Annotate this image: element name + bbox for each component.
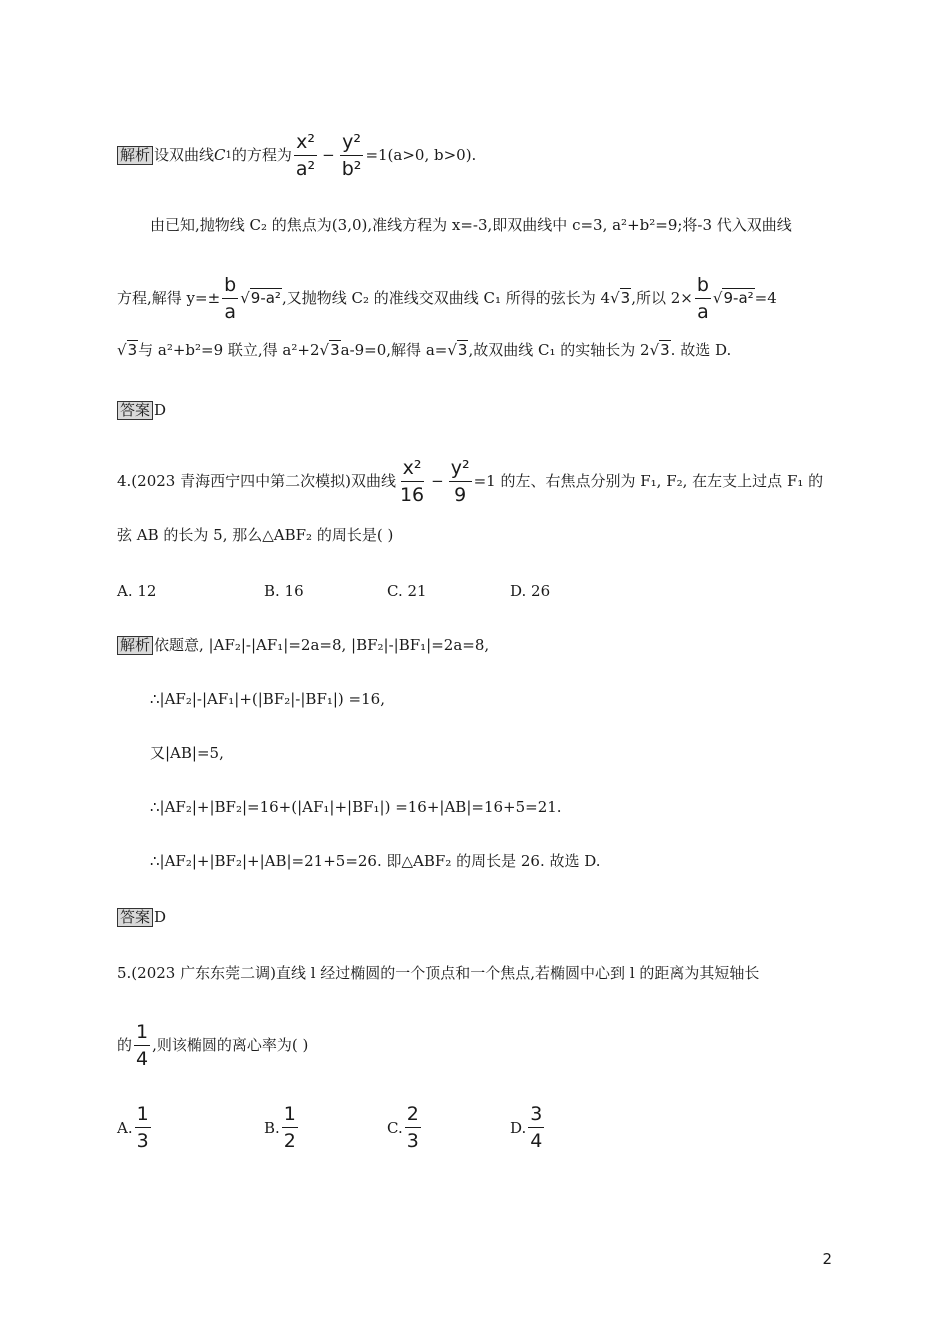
sqrt-3: √3 [447, 341, 468, 359]
question-5-line-2: 的 $\frac{1}{4}$ ,则该椭圆的离心率为( ) [117, 1021, 309, 1070]
q5-option-d: D. $\frac{3}{4}$ [510, 1103, 543, 1152]
q5-option-a: A. $\frac{1}{3}$ [117, 1103, 149, 1152]
q5-option-b: B. $\frac{1}{2}$ [264, 1103, 296, 1152]
analysis-tag: 解析 [117, 636, 153, 655]
analysis-tag: 解析 [117, 146, 153, 165]
analysis-line-3: 方程,解得 y=± $\frac{b}{a}$ √9-a² ,又抛物线 C₂ 的准线交双曲线 C₁ 所得的弦长为 4 √3 ,所以 2× $\frac{b}{a}$ √9-a² =4 [117, 274, 777, 323]
sqrt-9-a2: √9-a² [240, 289, 281, 308]
answer-tag: 答案 [117, 908, 153, 927]
page-number: 2 [822, 1250, 832, 1268]
q4-analysis-line-5: ∴|AF₂|+|BF₂|+|AB|=21+5=26. 即△ABF₂ 的周长是 26. 故选 D. [150, 852, 601, 870]
q4-option-d: D. 26 [510, 582, 551, 600]
text: 设双曲线 [154, 146, 215, 165]
sqrt-3: √3 [610, 289, 631, 308]
sqrt-3: √3 [649, 341, 670, 359]
question-4-line-1: 4.(2023 青海西宁四中第二次模拟)双曲线 $\frac{\text{x²}}{16}$ − $\frac{\text{y²}}{9}$ =1 的左、右焦点分别为 F₁, F₂, 在左支上过点 F₁ 的 [117, 457, 824, 506]
q4-analysis-line-1: 解析 依题意, |AF₂|-|AF₁|=2a=8, |BF₂|-|BF₁|=2a=8, [117, 636, 489, 655]
fraction-x2-16: $\frac{\text{x²}}{16}$ [399, 457, 425, 506]
fraction-y2-b2: $\frac{\text{y²}}{\text{b²}}$ [341, 131, 362, 180]
question-4-line-2: 弦 AB 的长为 5, 那么△ABF₂ 的周长是( ) [117, 526, 394, 544]
sqrt-3: √3 [117, 341, 138, 359]
analysis-line-2: 由已知,抛物线 C₂ 的焦点为(3,0),准线方程为 x=-3,即双曲线中 c=3, a²+b²=9;将-3 代入双曲线 [150, 216, 792, 234]
question-5-line-1: 5.(2023 广东东莞二调)直线 l 经过椭圆的一个顶点和一个焦点,若椭圆中心到 l 的距离为其短轴长 [117, 964, 760, 982]
fraction-x2-a2: $\frac{\text{x²}}{\text{a²}}$ [295, 131, 316, 180]
analysis-line-1: 解析 设双曲线 C 1 的方程为 $\frac{\text{x²}}{\text{a²}}$ − $\frac{\text{y²}}{\text{b²}}$ =1(a>0, b>0). [117, 132, 476, 180]
analysis-line-4: √3 与 a²+b²=9 联立,得 a²+2 √3 a-9=0,解得 a= √3 ,故双曲线 C₁ 的实轴长为 2 √3 . 故选 D. [117, 341, 732, 359]
answer-line-4: 答案 D [117, 908, 166, 927]
fraction-y2-9: $\frac{\text{y²}}{9}$ [450, 457, 470, 506]
answer-tag: 答案 [117, 401, 153, 420]
sqrt-9-a2-2: √9-a² [712, 289, 754, 308]
fraction-b-a: $\frac{b}{a}$ [224, 274, 237, 323]
q5-option-c: C. $\frac{2}{3}$ [387, 1103, 419, 1152]
q4-analysis-line-2: ∴|AF₂|-|AF₁|+(|BF₂|-|BF₁|) =16, [150, 690, 385, 708]
q4-option-b: B. 16 [264, 582, 304, 600]
q4-analysis-line-4: ∴|AF₂|+|BF₂|=16+(|AF₁|+|BF₁|) =16+|AB|=16+5=21. [150, 798, 562, 816]
q4-analysis-line-3: 又|AB|=5, [150, 744, 224, 762]
q4-option-a: A. 12 [117, 582, 157, 600]
fraction-1-4: $\frac{1}{4}$ [136, 1021, 149, 1070]
sqrt-3: √3 [319, 341, 340, 359]
q4-option-c: C. 21 [387, 582, 427, 600]
answer-line-3: 答案 D [117, 401, 166, 420]
fraction-b-a-2: $\frac{b}{a}$ [696, 274, 709, 323]
